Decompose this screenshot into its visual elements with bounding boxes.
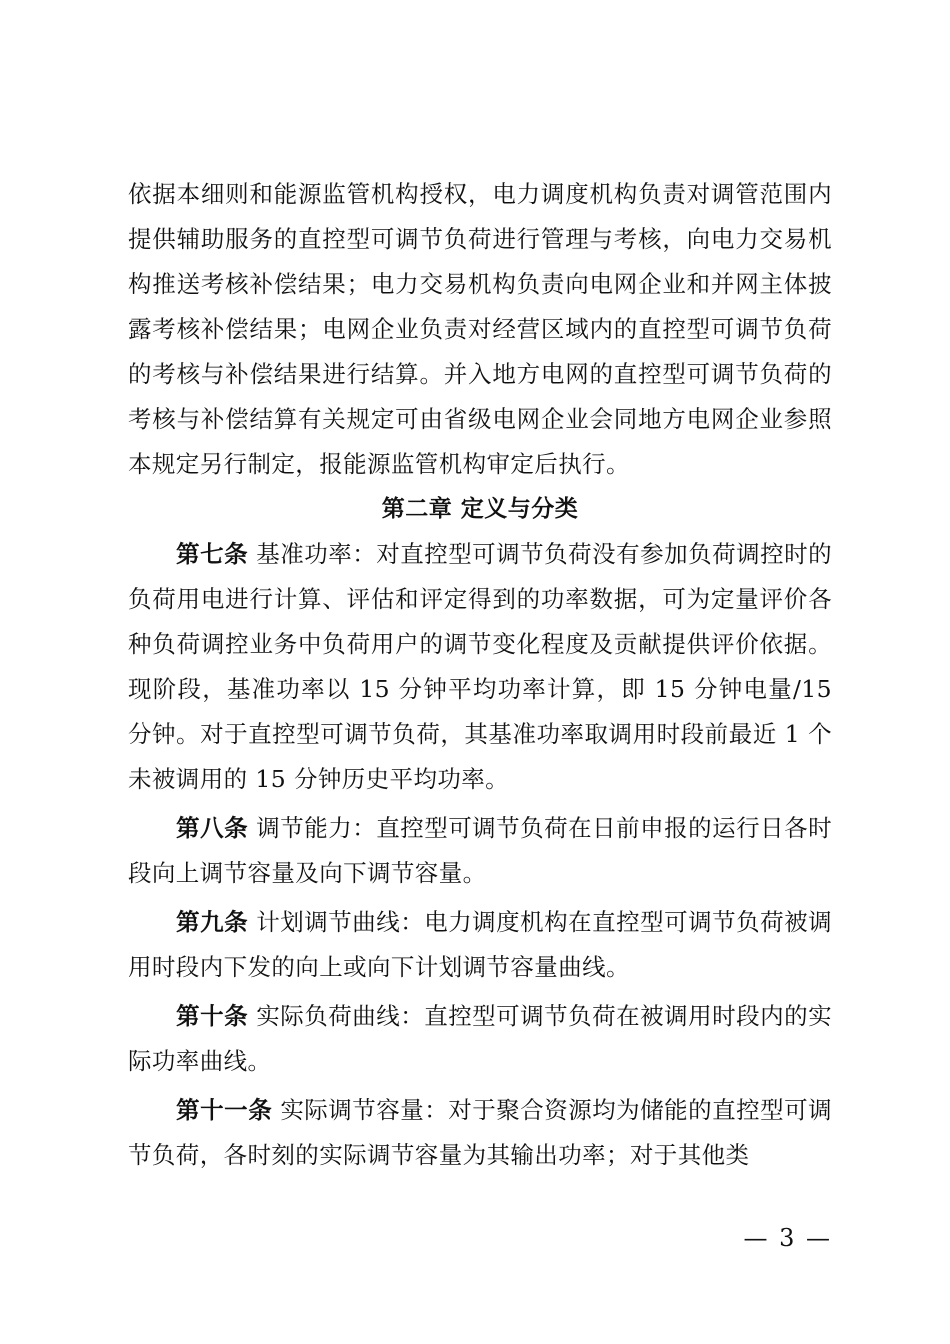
- article-10-label: 第十条: [176, 1002, 249, 1030]
- article-9-text: 计划调节曲线：电力调度机构在直控型可调节负荷被调用时段内下发的向上或向下计划调节容量曲线。: [128, 908, 832, 981]
- article-9: [128, 900, 832, 990]
- article-11-label: 第十一条: [176, 1096, 273, 1124]
- article-11-text: 实际调节容量：对于聚合资源均为储能的直控型可调节负荷，各时刻的实际调节容量为其输出功率；对于其他类: [128, 1096, 832, 1169]
- article-8: [128, 806, 832, 896]
- article-8-label: 第八条: [176, 814, 249, 842]
- article-7-text: 基准功率：对直控型可调节负荷没有参加负荷调控时的负荷用电进行计算、评估和评定得到的功率数据，可为定量评价各种负荷调控业务中负荷用户的调节变化程度及贡献提供评价依据。现阶段，基准功率以 15 分钟平均功率计算，即 15 分钟电量/15 分钟。对于直控型可调节负荷，其基准功率取调用时段前最近 1 个未被调用的 15 分钟历史平均功率。: [128, 540, 832, 793]
- article-7: [128, 532, 832, 802]
- article-7-label: 第七条: [176, 540, 249, 568]
- document-body: [128, 172, 832, 1178]
- chapter-title: 第二章 定义与分类: [381, 496, 579, 522]
- article-8-text: 调节能力：直控型可调节负荷在日前申报的运行日各时段向上调节容量及向下调节容量。: [128, 814, 832, 887]
- article-10: [128, 994, 832, 1084]
- article-9-label: 第九条: [176, 908, 249, 936]
- article-11: [128, 1088, 832, 1178]
- page-number: — 3 —: [743, 1224, 832, 1252]
- article-10-text: 实际负荷曲线：直控型可调节负荷在被调用时段内的实际功率曲线。: [128, 1002, 832, 1075]
- opening-paragraph: 依据本细则和能源监管机构授权，电力调度机构负责对调管范围内提供辅助服务的直控型可调节负荷进行管理与考核，向电力交易机构推送考核补偿结果；电力交易机构负责向电网企业和并网主体披露考核补偿结果；电网企业负责对经营区域内的直控型可调节负荷的考核与补偿结果进行结算。并入地方电网的直控型可调节负荷的考核与补偿结算有关规定可由省级电网企业会同地方电网企业参照本规定另行制定，报能源监管机构审定后执行。: [128, 180, 832, 478]
